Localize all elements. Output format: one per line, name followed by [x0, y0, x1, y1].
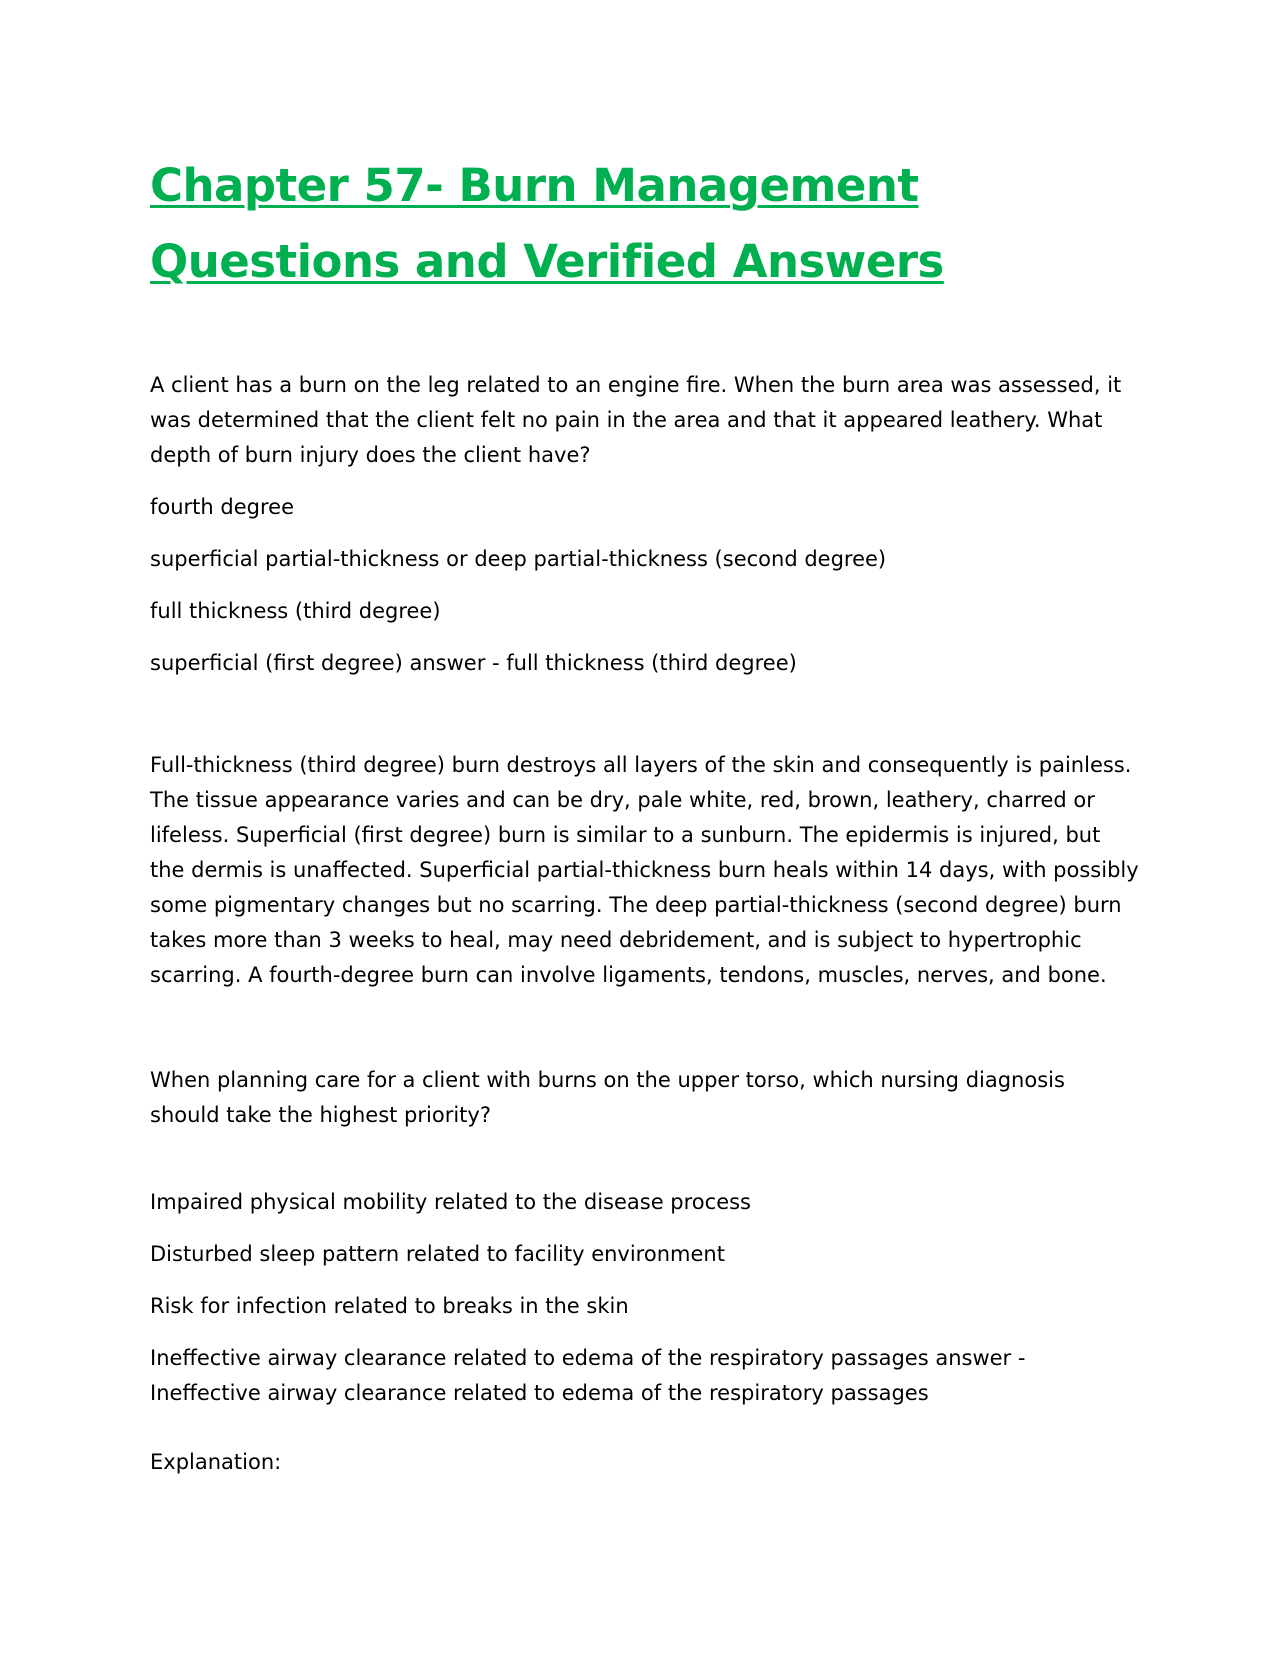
question-1-option-3: full thickness (third degree): [150, 599, 441, 623]
document-page: [150, 148, 1140, 1474]
question-2-prompt: When planning care for a client with burns on the upper torso, which nursing diagnosis should take the highest priority?: [150, 1068, 1065, 1127]
question-1-prompt: A client has a burn on the leg related to an engine fire. When the burn area was assessed, it was determined that the client felt no pain in the area and that it appeared leathery. What depth of burn injury does the client have?: [150, 373, 1122, 467]
question-2-explanation-label: Explanation:: [150, 1450, 282, 1474]
question-1-option-2: superficial partial-thickness or deep partial-thickness (second degree): [150, 547, 887, 571]
question-2-option-3: Risk for infection related to breaks in the skin: [150, 1294, 629, 1318]
question-1-option-4-answer: superficial (first degree) answer - full thickness (third degree): [150, 651, 797, 675]
question-2-option-4-answer: Ineffective airway clearance related to edema of the respiratory passages answer - Ineffective airway clearance related to edema of the respiratory passages: [150, 1346, 1026, 1405]
question-2-option-1: Impaired physical mobility related to the disease process: [150, 1190, 752, 1214]
question-1-option-1: fourth degree: [150, 495, 294, 519]
question-1-explanation: Full-thickness (third degree) burn destroys all layers of the skin and consequently is painless. The tissue appearance varies and can be dry, pale white, red, brown, leathery, charred or lifeless. Superficial (first degree) burn is similar to a sunburn. The epidermis is injured, but the dermis is unaffected. Superficial partial-thickness burn heals within 14 days, with possibly some pigmentary changes but no scarring. The deep partial-thickness (second degree) burn takes more than 3 weeks to heal, may need debridement, and is subject to hypertrophic scarring. A fourth-degree burn can involve ligaments, tendons, muscles, nerves, and bone.: [150, 753, 1139, 987]
question-2-option-2: Disturbed sleep pattern related to facility environment: [150, 1242, 725, 1266]
document-title: Chapter 57- Burn Management Questions and Verified Answers: [150, 159, 944, 288]
